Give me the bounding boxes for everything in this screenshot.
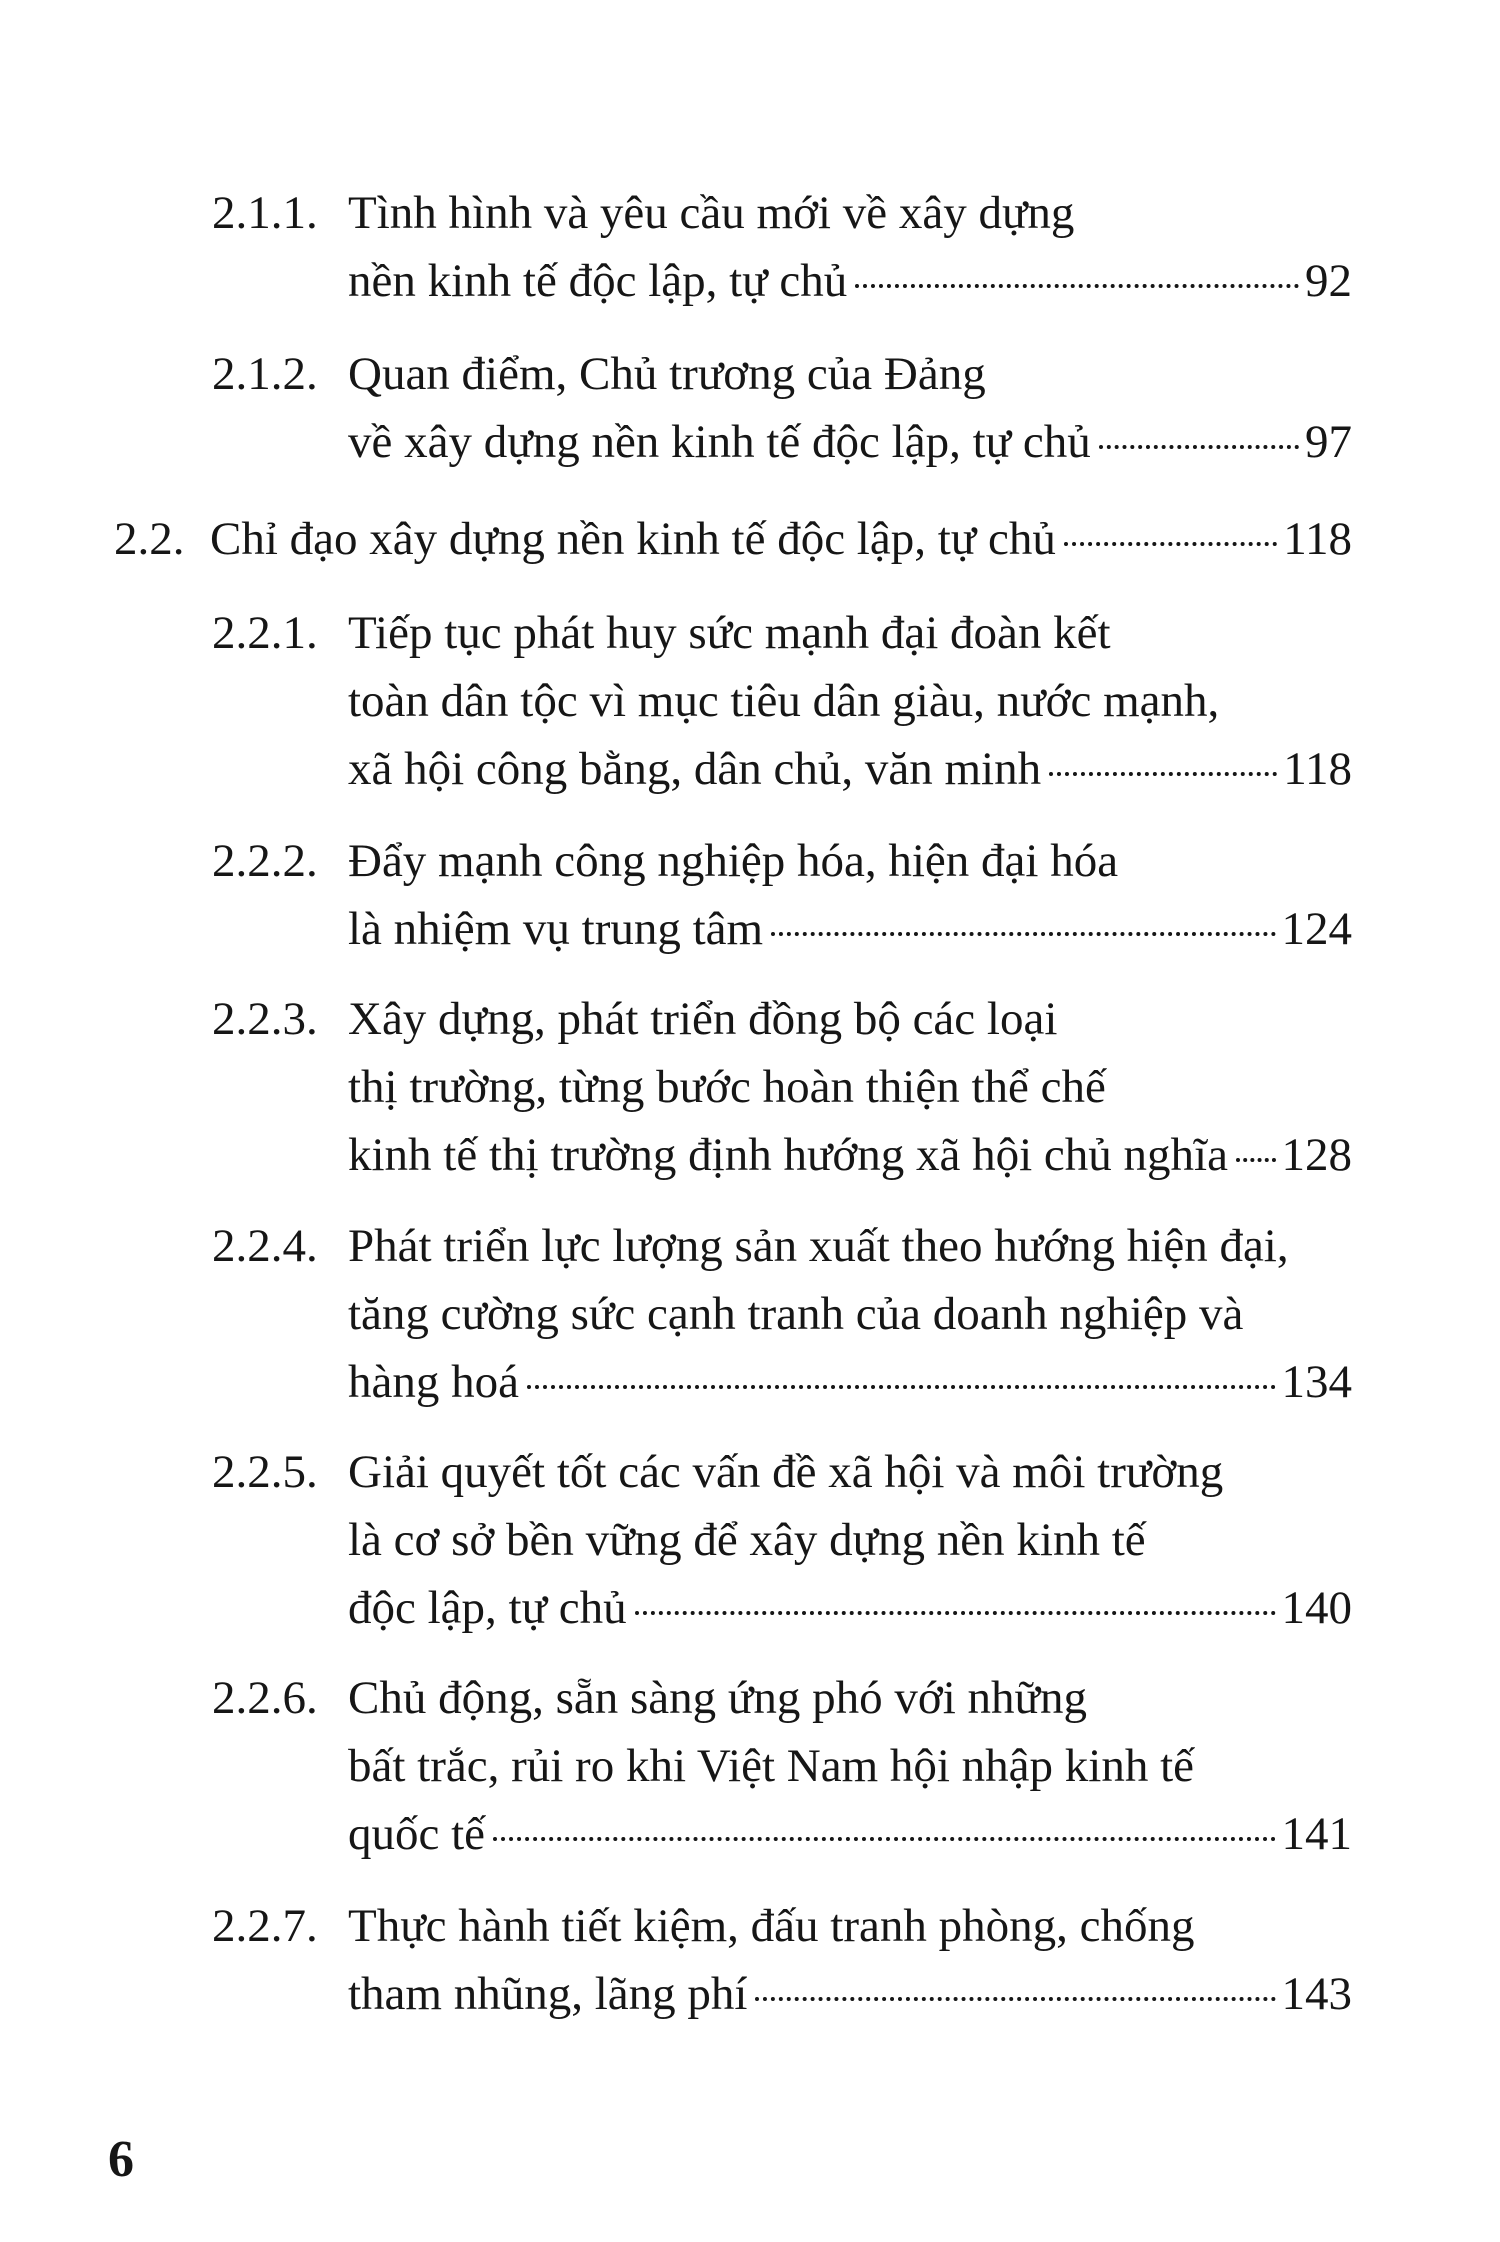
entry-title-line: Quan điểm, Chủ trương của Đảng xyxy=(348,348,986,400)
entry-title-line: tăng cường sức cạnh tranh của doanh nghiệp và xyxy=(348,1288,1244,1340)
entry-page-number: 134 xyxy=(1281,1356,1352,1408)
dot-leader xyxy=(1099,445,1299,449)
toc-entry-2-2-1[interactable] xyxy=(348,734,1352,804)
page-number: 6 xyxy=(108,2131,134,2188)
entry-title-line: toàn dân tộc vì mục tiêu dân giàu, nước mạnh, xyxy=(348,675,1220,727)
entry-title-line: về xây dựng nền kinh tế độc lập, tự chủ xyxy=(348,416,1091,468)
entry-page-number: 128 xyxy=(1281,1129,1352,1181)
entry-title-line: Tiếp tục phát huy sức mạnh đại đoàn kết xyxy=(348,607,1111,659)
toc-entry-2-1-2[interactable] xyxy=(348,407,1352,477)
entry-page-number: 92 xyxy=(1305,255,1352,307)
toc-entry-2-2-2[interactable] xyxy=(348,894,1352,964)
entry-number: 2.2.5. xyxy=(212,1446,318,1498)
dot-leader xyxy=(493,1837,1275,1841)
entry-title-line: tham nhũng, lãng phí xyxy=(348,1968,748,2020)
entry-page-number: 141 xyxy=(1281,1808,1352,1860)
entry-page-number: 118 xyxy=(1283,513,1352,565)
entry-title-line: thị trường, từng bước hoàn thiện thể chế xyxy=(348,1061,1106,1113)
entry-title-line: Chủ động, sẵn sàng ứng phó với những xyxy=(348,1672,1088,1724)
toc-entry-2-2[interactable] xyxy=(210,504,1352,574)
dot-leader xyxy=(1064,542,1277,546)
entry-title-line: quốc tế xyxy=(348,1808,486,1860)
dot-leader xyxy=(771,932,1275,936)
dot-leader xyxy=(855,284,1299,288)
entry-number: 2.1.1. xyxy=(212,187,318,239)
entry-title-line: Xây dựng, phát triển đồng bộ các loại xyxy=(348,993,1058,1045)
entry-page-number: 140 xyxy=(1281,1582,1352,1634)
dot-leader xyxy=(1236,1158,1276,1162)
entry-title-line: Chỉ đạo xây dựng nền kinh tế độc lập, tự chủ xyxy=(210,513,1056,565)
entry-title-line: nền kinh tế độc lập, tự chủ xyxy=(348,255,848,307)
entry-number: 2.2. xyxy=(114,513,185,565)
entry-title-line: bất trắc, rủi ro khi Việt Nam hội nhập kinh tế xyxy=(348,1740,1195,1792)
toc-entry-2-2-7[interactable] xyxy=(348,1959,1352,2029)
dot-leader xyxy=(527,1385,1276,1389)
entry-page-number: 143 xyxy=(1281,1968,1352,2020)
entry-title-line: xã hội công bằng, dân chủ, văn minh xyxy=(348,743,1042,795)
entry-number: 2.2.4. xyxy=(212,1220,318,1272)
entry-title-line: độc lập, tự chủ xyxy=(348,1582,627,1634)
entry-number: 2.2.1. xyxy=(212,607,318,659)
toc-entry-2-2-6[interactable] xyxy=(348,1799,1352,1869)
entry-title-line: là nhiệm vụ trung tâm xyxy=(348,903,764,955)
entry-title-line: Đẩy mạnh công nghiệp hóa, hiện đại hóa xyxy=(348,835,1119,887)
entry-title-line: Thực hành tiết kiệm, đấu tranh phòng, chống xyxy=(348,1900,1195,1952)
dot-leader xyxy=(1049,772,1277,776)
entry-page-number: 97 xyxy=(1305,416,1352,468)
toc-entry-2-1-1[interactable] xyxy=(348,246,1352,316)
entry-number: 2.2.7. xyxy=(212,1900,318,1952)
entry-title-line: Tình hình và yêu cầu mới về xây dựng xyxy=(348,187,1075,239)
entry-title-line: hàng hoá xyxy=(348,1356,519,1408)
entry-page-number: 118 xyxy=(1283,743,1352,795)
entry-page-number: 124 xyxy=(1281,903,1352,955)
entry-title-line: Giải quyết tốt các vấn đề xã hội và môi trường xyxy=(348,1446,1224,1498)
entry-title-line: kinh tế thị trường định hướng xã hội chủ nghĩa xyxy=(348,1129,1228,1181)
entry-number: 2.1.2. xyxy=(212,348,318,400)
entry-title-line: là cơ sở bền vững để xây dựng nền kinh tế xyxy=(348,1514,1146,1566)
entry-number: 2.2.3. xyxy=(212,993,318,1045)
toc-entry-2-2-3[interactable] xyxy=(348,1120,1352,1190)
toc-entry-2-2-4[interactable] xyxy=(348,1347,1352,1417)
toc-entry-2-2-5[interactable] xyxy=(348,1573,1352,1643)
entry-title-line: Phát triển lực lượng sản xuất theo hướng hiện đại, xyxy=(348,1220,1289,1272)
entry-number: 2.2.6. xyxy=(212,1672,318,1724)
entry-number: 2.2.2. xyxy=(212,835,318,887)
dot-leader xyxy=(635,1611,1276,1615)
dot-leader xyxy=(755,1997,1275,2001)
